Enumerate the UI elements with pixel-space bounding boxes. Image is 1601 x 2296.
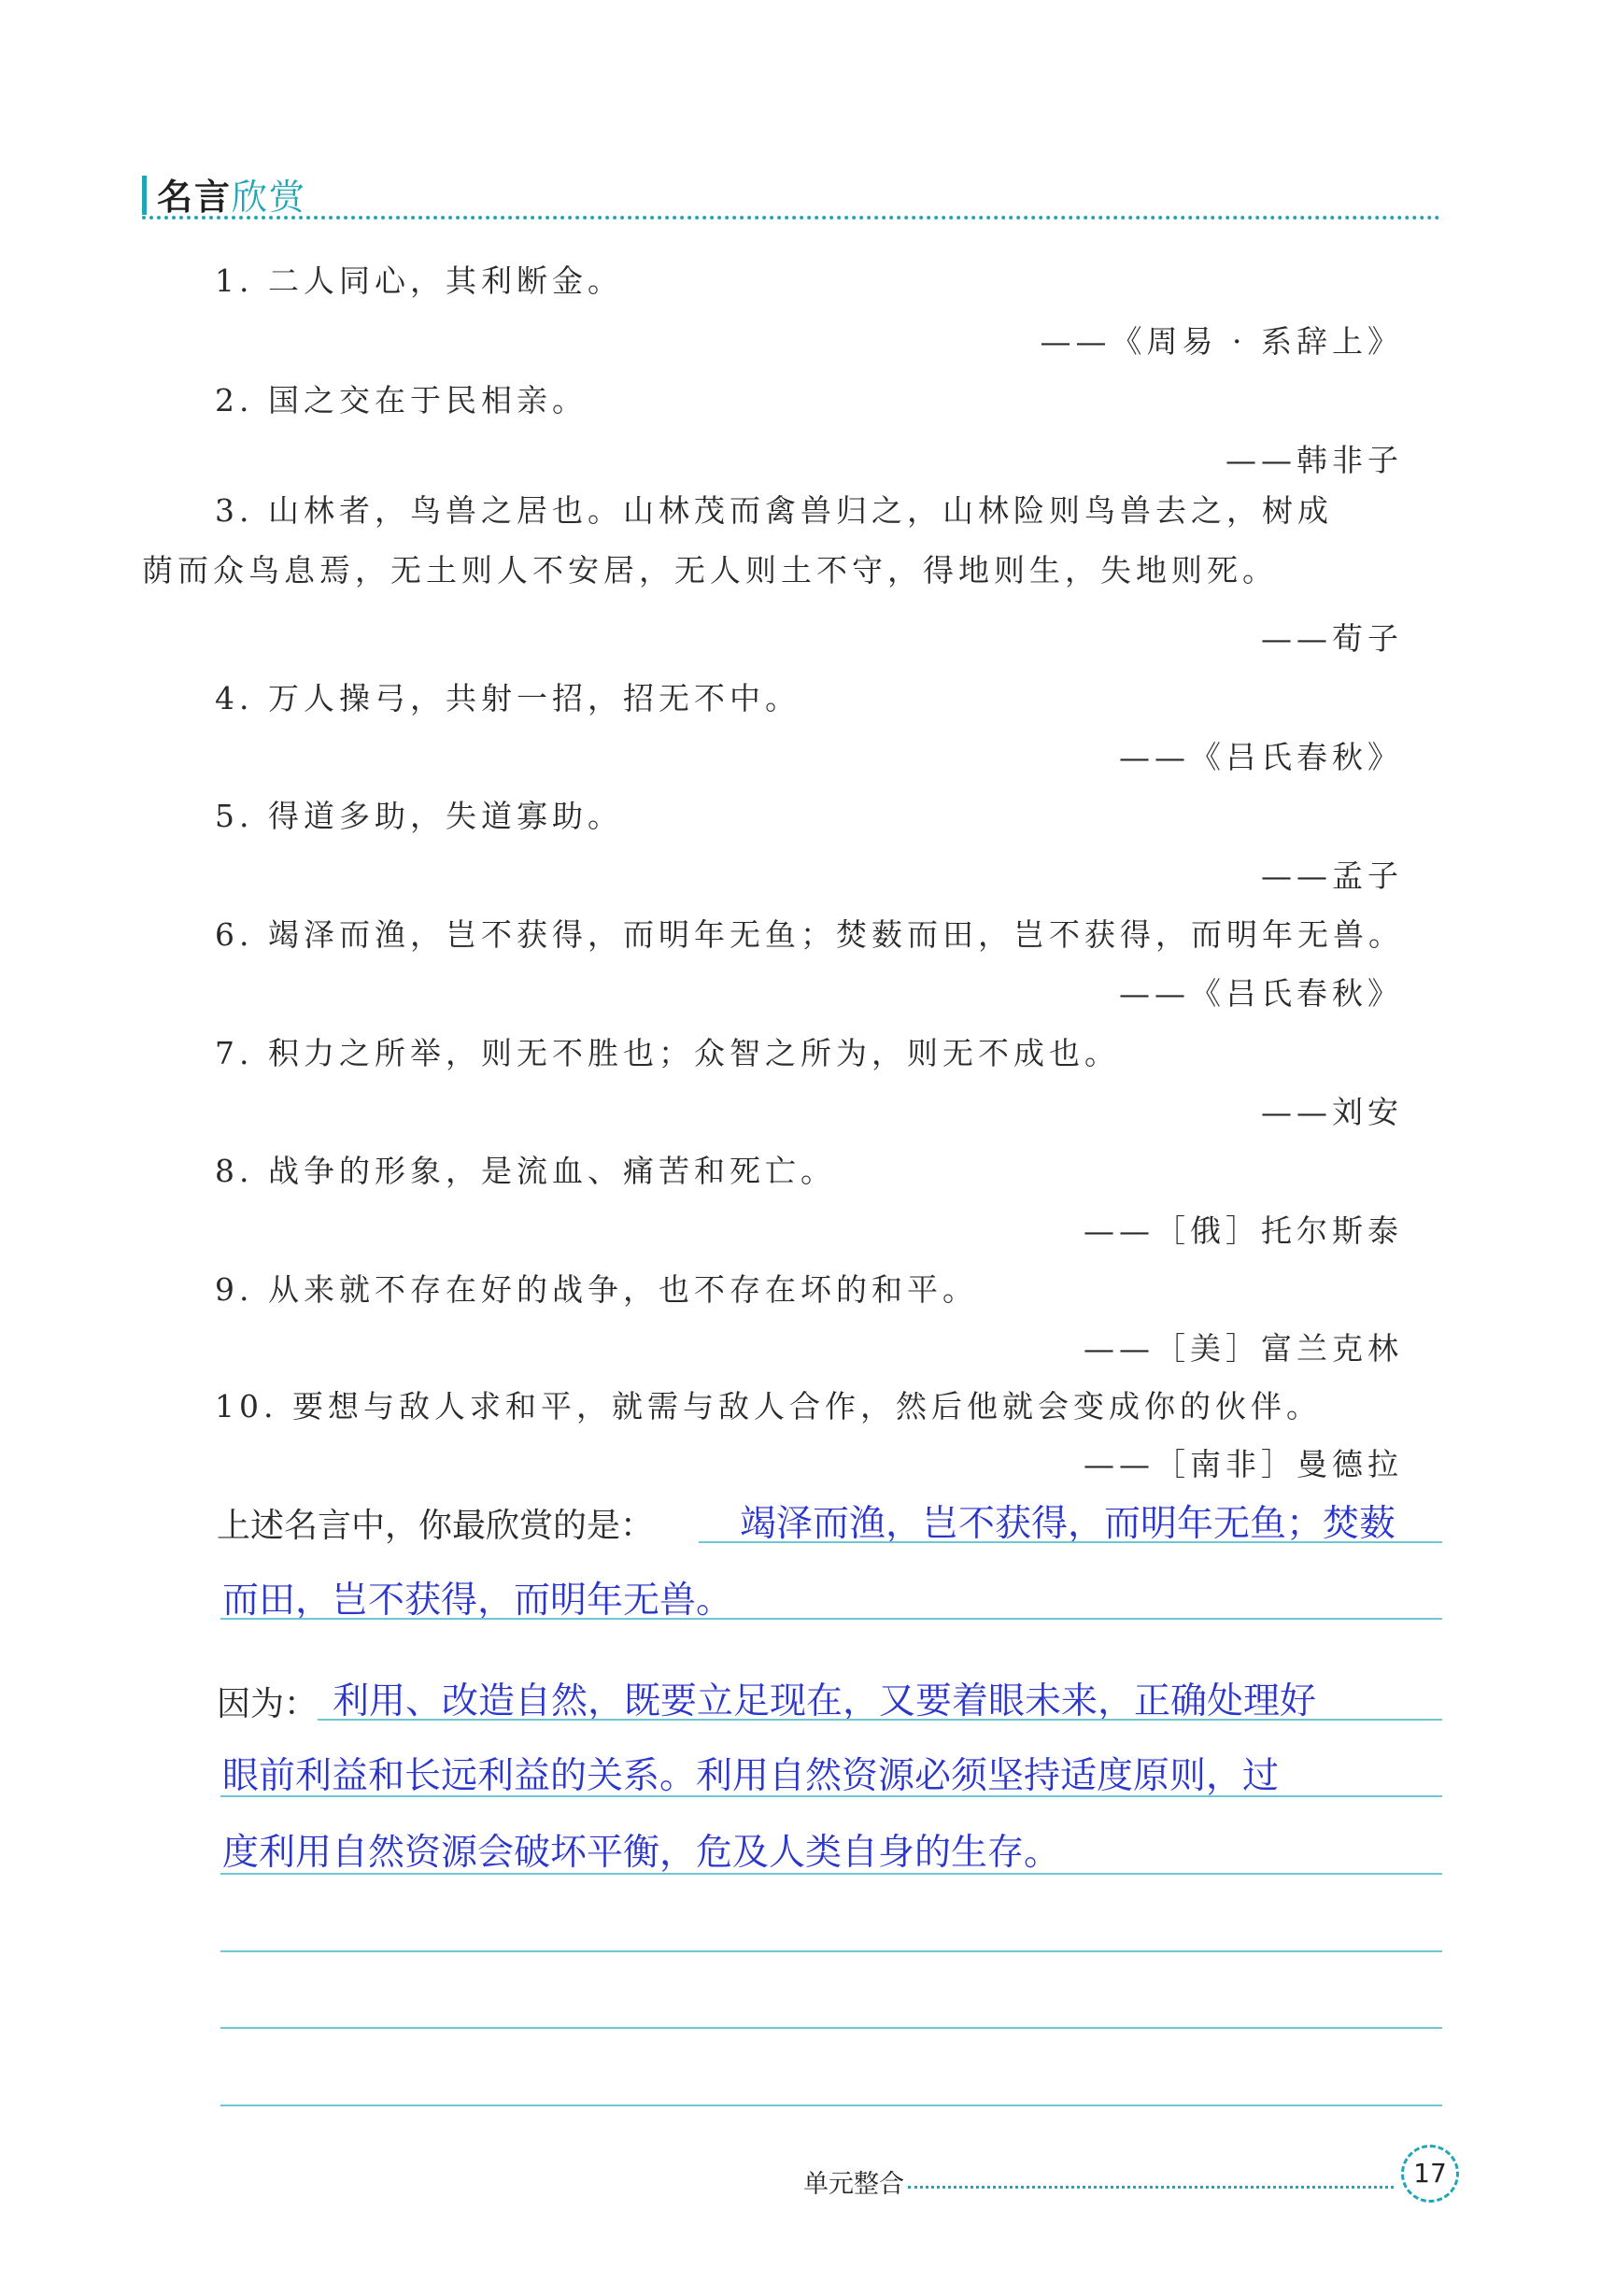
handwritten-answer-line: 竭泽而渔，岂不获得，而明年无鱼；焚薮	[740, 1503, 1396, 1545]
quote-source: ——《吕氏春秋》	[1119, 975, 1403, 1012]
answer-rule	[699, 1541, 1442, 1543]
handwritten-reason-line: 利用、改造自然，既要立足现在，又要着眼未来，正确处理好	[333, 1680, 1317, 1722]
page-number: 17	[1401, 2145, 1459, 2203]
handwritten-reason-line: 度利用自然资源会破坏平衡，危及人类自身的生存。	[222, 1832, 1061, 1874]
handwritten-reason-line: 眼前利益和长远利益的关系。利用自然资源必须坚持适度原则，过	[222, 1755, 1280, 1797]
handwritten-answer-line: 而田，岂不获得，而明年无兽。	[222, 1580, 733, 1622]
quote-source: ——荀子	[1261, 620, 1403, 657]
quote-text: 4. 万人操弓，共射一招，招无不中。	[215, 680, 800, 716]
quote-source: ——《吕氏春秋》	[1119, 739, 1403, 775]
quote-source: ——刘安	[1261, 1094, 1403, 1130]
answer-rule	[220, 2105, 1442, 2106]
footer-section-label: 单元整合	[803, 2170, 904, 2199]
answer-rule	[318, 1719, 1442, 1721]
quote-source: ——韩非子	[1226, 442, 1403, 478]
quote-source: ——［美］富兰克林	[1084, 1330, 1403, 1367]
quote-text: 10. 要想与敌人求和平，就需与敌人合作，然后他就会变成你的伙伴。	[215, 1388, 1322, 1424]
quote-source: ——［南非］曼德拉	[1084, 1446, 1403, 1482]
section-title-part2: 欣赏	[232, 177, 307, 218]
answer-rule	[220, 1795, 1442, 1797]
answer-rule	[220, 1950, 1442, 1952]
header-divider	[142, 216, 1440, 220]
reason-label: 因为：	[217, 1685, 319, 1723]
section-title-part1: 名言	[157, 176, 233, 218]
quote-text: 2. 国之交在于民相亲。	[215, 382, 588, 418]
quote-text: 1. 二人同心，其利断金。	[215, 262, 623, 299]
quote-source: ——孟子	[1261, 857, 1403, 894]
section-title	[157, 168, 306, 220]
quote-text: 8. 战争的形象，是流血、痛苦和死亡。	[215, 1153, 836, 1189]
footer-dotted-leader	[908, 2186, 1394, 2189]
quote-text: 7. 积力之所举，则无不胜也；众智之所为，则无不成也。	[215, 1035, 1120, 1071]
answer-rule	[220, 1873, 1442, 1875]
header-accent-bar	[142, 176, 147, 215]
quote-source: ——［俄］托尔斯泰	[1084, 1212, 1403, 1249]
quote-text: 9. 从来就不存在好的战争，也不存在坏的和平。	[215, 1271, 978, 1308]
quote-text: 6. 竭泽而渔，岂不获得，而明年无鱼；焚薮而田，岂不获得，而明年无兽。	[215, 916, 1404, 953]
answer-rule	[220, 2027, 1442, 2029]
quote-source: ——《周易 · 系辞上》	[1040, 323, 1403, 360]
favorite-label: 上述名言中，你最欣赏的是：	[217, 1507, 655, 1545]
quote-text: 3. 山林者，鸟兽之居也。山林茂而禽兽归之，山林险则鸟兽去之，树成荫而众鸟息焉，无土则人不安居，无人则土不守，得地则生，失地则死。	[142, 492, 1333, 588]
answer-rule	[220, 1618, 1442, 1620]
quote-text: 5. 得道多助，失道寡助。	[215, 798, 623, 834]
